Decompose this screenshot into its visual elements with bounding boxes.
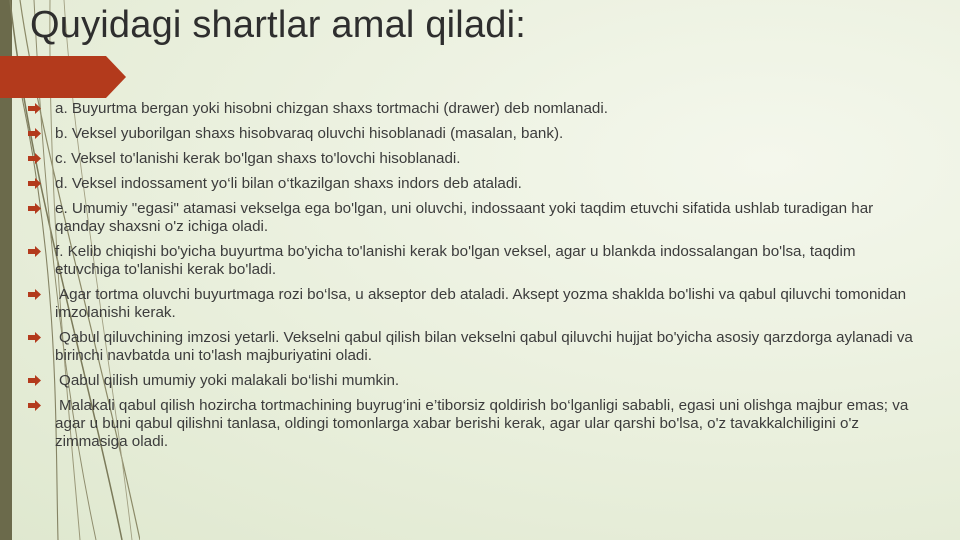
list-item (28, 329, 918, 365)
arrow-bullet-icon (28, 203, 41, 214)
bullet-text: e. Umumiy "egasi" atamasi vekselga ega bo'lgan, uni oluvchi, indossaant yoki taqdim etuvchi sifatida ushlab turadigan har qanday shaxsni o'z ichiga oladi. (55, 200, 874, 235)
list-item (28, 150, 918, 168)
list-item (28, 397, 918, 451)
bullet-text: Agar tortma oluvchi buyurtmaga rozi bo‘lsa, u akseptor deb ataladi. Aksept yozma shaklda bo'lishi va qabul qiluvchi tomonidan imzolanishi kerak. (55, 286, 907, 321)
arrow-bullet-icon (28, 178, 41, 189)
bullet-text: Malakali qabul qilish hozircha tortmachining buyrug‘ini e’tiborsiz qoldirish bo‘lganligi sababli, egasi uni olishga majbur emas; va agar u buni qabul qilishni tanlasa, oldingi tomonlarga xabar berishi kerak, agar ular qarshi bo'lsa, o'z tavakkalchiligini o'z zimmasiga oladi. (55, 397, 909, 450)
bullet-text: f. Kelib chiqishi bo'yicha buyurtma bo'yicha to'lanishi kerak bo'lgan veksel, agar u blankda indossalangan bo'lsa, taqdim etuvchiga to'lanishi kerak bo'ladi. (55, 243, 856, 278)
slide-title: Quyidagi shartlar amal qiladi: (30, 4, 527, 46)
bullet-text: Qabul qiluvchining imzosi yetarli. Vekselni qabul qilish bilan vekselni qabul qiluvchi hujjat bo'yicha asosiy qarzdorga aylanadi va birinchi navbatda uni to'lash majburiyatini oladi. (55, 329, 913, 364)
arrow-bullet-icon (28, 128, 41, 139)
list-item (28, 243, 918, 279)
list-item (28, 100, 918, 118)
arrow-bullet-icon (28, 332, 41, 343)
arrow-bullet-icon (28, 289, 41, 300)
arrow-bullet-icon (28, 375, 41, 386)
arrow-bullet-icon (28, 103, 41, 114)
bullet-list (28, 100, 918, 458)
arrow-bullet-icon (28, 400, 41, 411)
list-item (28, 125, 918, 143)
bullet-text: c. Veksel to'lanishi kerak bo'lgan shaxs to'lovchi hisoblanadi. (55, 150, 461, 167)
list-item (28, 175, 918, 193)
arrow-bullet-icon (28, 246, 41, 257)
list-item (28, 286, 918, 322)
arrow-bullet-icon (28, 153, 41, 164)
bullet-text: Qabul qilish umumiy yoki malakali bo‘lishi mumkin. (59, 372, 400, 389)
title-accent-tab (0, 56, 126, 98)
list-item (28, 200, 918, 236)
bullet-text: b. Veksel yuborilgan shaxs hisobvaraq oluvchi hisoblanadi (masalan, bank). (55, 125, 564, 142)
list-item (28, 372, 918, 390)
bullet-text: d. Veksel indossament yo‘li bilan o‘tkazilgan shaxs indors deb ataladi. (55, 175, 522, 192)
bullet-text: a. Buyurtma bergan yoki hisobni chizgan shaxs tortmachi (drawer) deb nomlanadi. (55, 100, 608, 117)
